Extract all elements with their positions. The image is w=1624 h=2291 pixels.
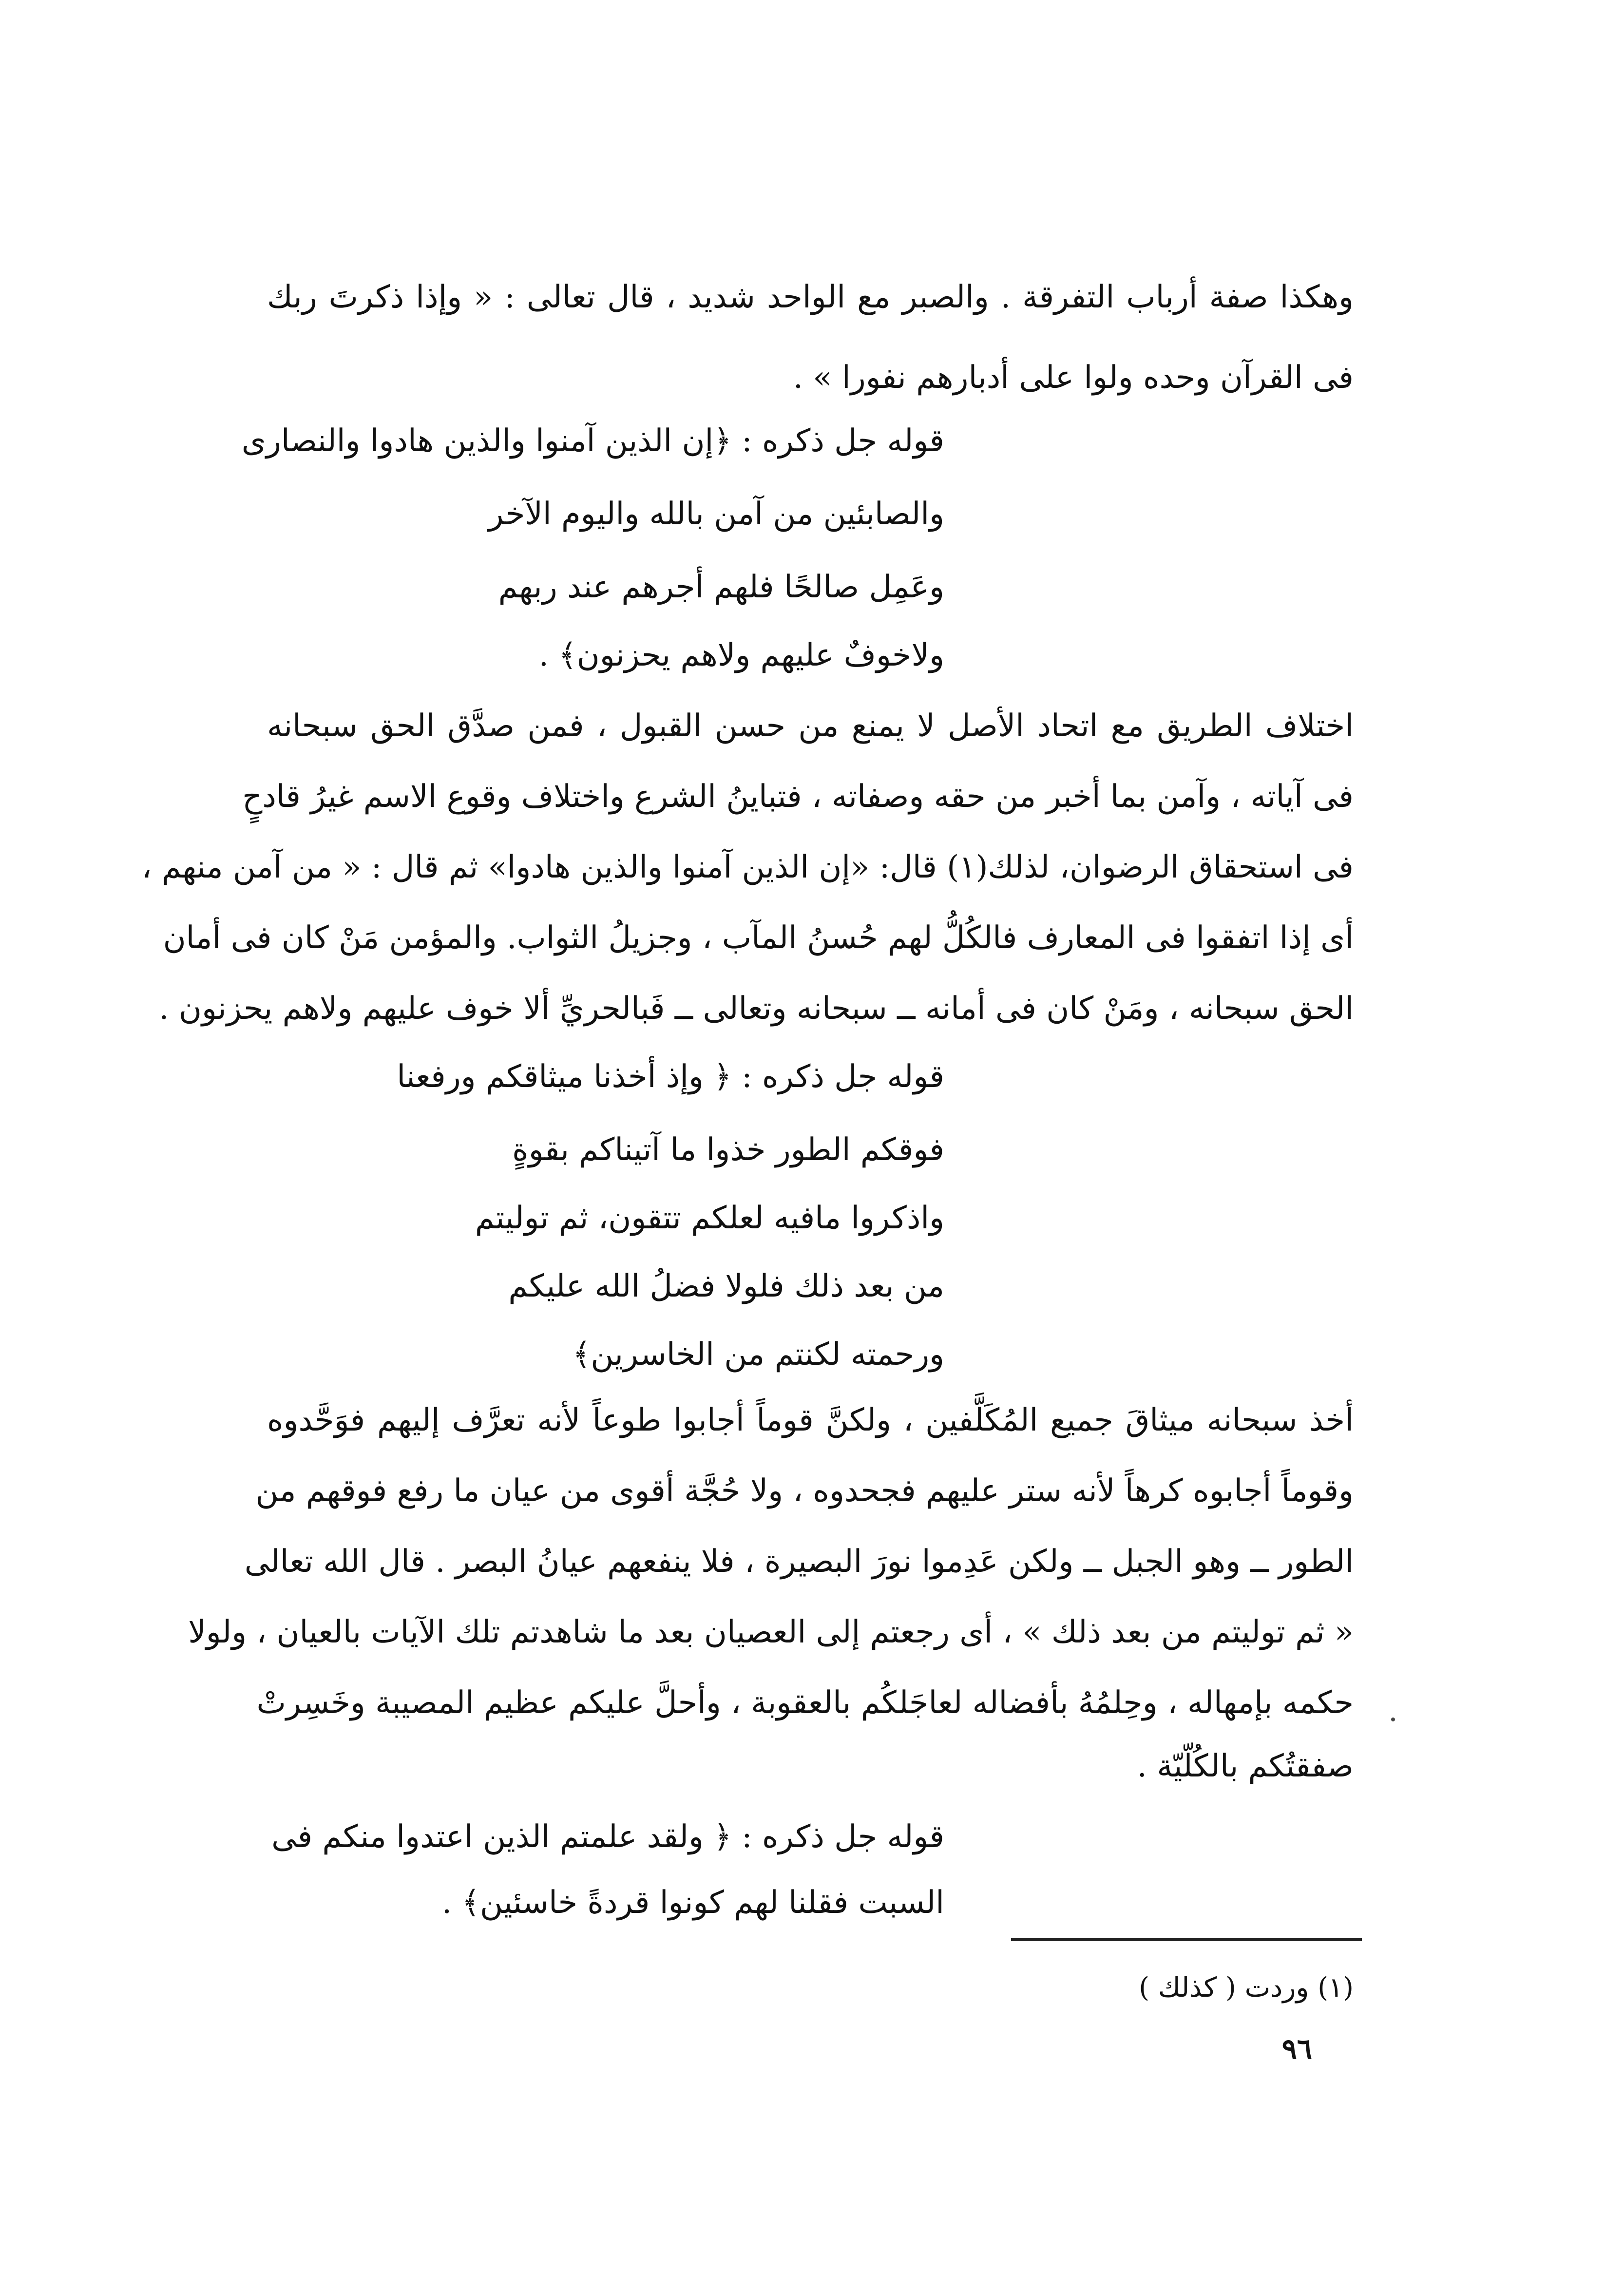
paragraph-1-line-1: وهكذا صفة أرباب التفرقة . والصبر مع الواحد شديد ، قال تعالى : « وإذا ذكرتَ ربك — [267, 279, 1354, 315]
paragraph-2-line-4: أى إذا اتفقوا فى المعارف فالكُلُّ لهم حُسنُ المآب ، وجزيلُ الثواب. والمؤمن مَنْ كان فى أمان — [163, 920, 1354, 956]
paragraph-2-line-5: الحق سبحانه ، ومَنْ كان فى أمانه ــ سبحانه وتعالى ــ فَبالحريِّ ألا خوف عليهم ولاهم يحزنون . — [159, 991, 1354, 1027]
paragraph-3-line-4: « ثم توليتم من بعد ذلك » ، أى رجعتم إلى العصيان بعد ما شاهدتم تلك الآيات بالعيان ، ولولا — [188, 1614, 1354, 1650]
paragraph-2-line-3: فى استحقاق الرضوان، لذلك(١) قال: «إن الذين آمنوا والذين هادوا» ثم قال : « من آمن منهم ، — [141, 849, 1354, 885]
paragraph-3-line-5: حكمه بإمهاله ، وحِلمُهُ بأفضاله لعاجَلكُم بالعقوبة ، وأحلَّ عليكم عظيم المصيبة وخَسِرتْ — [256, 1685, 1354, 1721]
quote-3-line-1: قوله جل ذكره : ﴿ ولقد علمتم الذين اعتدوا منكم فى — [271, 1819, 944, 1855]
quote-1-line-4: ولاخوفٌ عليهم ولاهم يحزنون﴾ . — [538, 637, 944, 673]
quote-1-line-3: وعَمِل صالحًا فلهم أجرهم عند ربهم — [498, 569, 944, 605]
paragraph-1-line-2: فى القرآن وحده ولوا على أدبارهم نفورا » . — [793, 360, 1354, 396]
quote-2-line-3: واذكروا مافيه لعلكم تتقون، ثم توليتم — [475, 1200, 944, 1236]
quote-2-line-5: ورحمته لكنتم من الخاسرين﴾ — [572, 1336, 944, 1373]
quote-2-line-4: من بعد ذلك فلولا فضلُ الله عليكم — [508, 1268, 944, 1304]
quote-2-line-2: فوقكم الطور خذوا ما آتيناكم بقوةٍ — [512, 1132, 944, 1168]
quote-1-line-1: قوله جل ذكره : ﴿إن الذين آمنوا والذين هادوا والنصارى — [241, 423, 944, 459]
stray-mark — [1391, 1718, 1395, 1721]
quote-2-line-1: قوله جل ذكره : ﴿ وإذ أخذنا ميثاقكم ورفعنا — [397, 1059, 944, 1095]
paragraph-2-line-2: فى آياته ، وآمن بما أخبر من حقه وصفاته ، فتباينُ الشرع واختلاف وقوع الاسم غيرُ قادحٍ — [242, 779, 1354, 815]
paragraph-3-line-2: وقوماً أجابوه كرهاً لأنه ستر عليهم فجحدوه ، ولا حُجَّة أقوى من عيان ما رفع فوقهم من — [255, 1473, 1354, 1509]
footnote-divider — [1011, 1938, 1362, 1941]
paragraph-3-line-1: أخذ سبحانه ميثاقَ جميع المُكَلَّفين ، ولكنَّ قوماً أجابوا طوعاً لأنه تعرَّف إليهم فوَحَّدوه — [267, 1402, 1354, 1438]
paragraph-2-line-1: اختلاف الطريق مع اتحاد الأصل لا يمنع من حسن القبول ، فمن صدَّق الحق سبحانه — [267, 708, 1354, 744]
page-number: ٩٦ — [1281, 2032, 1312, 2065]
paragraph-3-line-3: الطور ــ وهو الجبل ــ ولكن عَدِموا نورَ البصيرة ، فلا ينفعهم عيانُ البصر . قال الله تعالى — [244, 1544, 1354, 1580]
paragraph-3-line-6: صفقتُكم بالكُلّيّة . — [1137, 1748, 1354, 1784]
footnote: (١) وردت ( كذلك ) — [1139, 1972, 1354, 2004]
quote-1-line-2: والصابئين من آمن بالله واليوم الآخر — [488, 496, 944, 532]
quote-3-line-2: السبت فقلنا لهم كونوا قردةً خاسئين﴾ . — [441, 1885, 944, 1921]
